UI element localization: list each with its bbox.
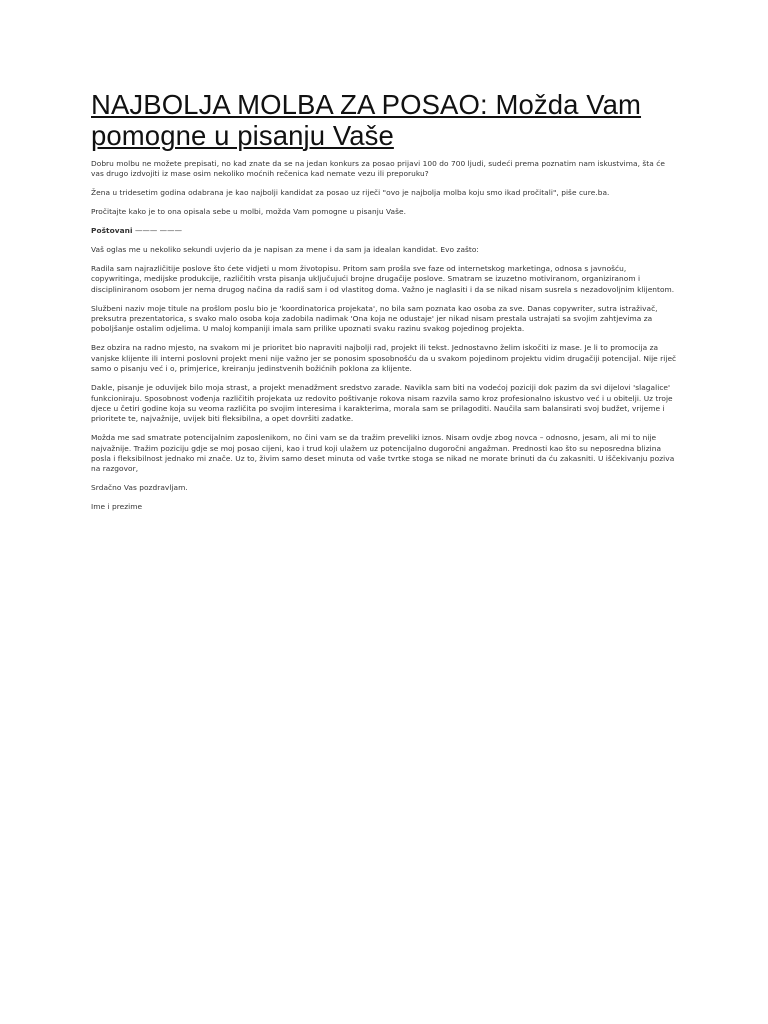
greeting-salutation: Poštovani [91,226,133,236]
letter-closing: Srdačno Vas pozdravljam. [91,483,188,493]
letter-paragraph-1: Vaš oglas me u nekoliko sekundi uvjerio da je napisan za mene i da sam ja idealan kandidat. Evo zašto: [91,245,479,255]
letter-signature: Ime i prezime [91,502,143,512]
letter-paragraph-3: Službeni naziv moje titule na prošlom poslu bio je 'koordinatorica projekata', no bila sam poznata kao osoba za sve. Danas copywriter, sutra istraživač, preksutra prezentatorica, s svako malo osoba koja zadobila nadimak 'Ona koja ne odustaje' jer nikad nisam prestala ustrajati sa svojim zahtjevima za poboljšanje ostalim odjelima. U maloj kompaniji imala sam prilike upoznati svaku razinu svakog pojedinog projekta. [91,303,658,334]
article-title: NAJBOLJA MOLBA ZA POSAO: Možda Vam pomogne u pisanju Vaše [91,89,642,151]
article [91,89,679,521]
letter-paragraph-6: Možda me sad smatrate potencijalnim zaposlenikom, no čini vam se da tražim preveliki iznos. Nisam ovdje zbog novca – odnosno, jesam, ali mi to nije najvažnije. Tražim poziciju gdje se moj posao cijeni, kao i trud koji ulažem uz potencijalno dugoročni angažman. Prednosti kao što su neposredna blizina posla i fleksibilnost jednako mi znače. Uz to, živim samo deset minuta od vaše tvrtke stoga se nikad ne morate brinuti da ću zakasniti. U iščekivanju poziva na razgovor, [91,433,675,474]
letter-paragraph-4: Bez obzira na radno mjesto, na svakom mi je prioritet bio napraviti najbolji rad, projekt ili tekst. Jednostavno želim iskočiti iz mase. Je li to promocija za vanjske klijente ili interni poslovni projekt meni nije važno jer se ponosim sposobnošću da u svakom pojedinom projektu vidim drugačiji potencijal. Nije riječ samo o pisanju već i o, primjerice, kreiranju jedinstvenih božićnih poklona za klijente. [91,343,677,374]
letter-paragraph-5: Dakle, pisanje je oduvijek bilo moja strast, a projekt menadžment sredstvo zarade. Navikla sam biti na vodećoj poziciji dok pazim da svi dijelovi 'slagalice' funkcioniraju. Sposobnost vođenja različitih projekata uz redovito poštivanje rokova nisam razvila samo kroz profesionalno iskustvo već i u obitelji. Uz troje djece u četiri godine koja su veoma različita po svojim interesima i karakterima, morala sam se prilagoditi. Naučila sam balansirati svoj budžet, vrijeme i prioritete te, najvažnije, uvijek biti fleksibilna, a opet dovršiti zadatke. [91,383,673,424]
intro-paragraph-1: Dobru molbu ne možete prepisati, no kad znate da se na jedan konkurs za posao prijavi 100 do 700 ljudi, sudeći prema poznatim nam iskustvima, šta će vas drugo izdvojiti iz mase osim nekoliko moćnih rečenica kad nemate vezu ili preporuku? [91,159,665,179]
intro-paragraph-3: Pročitajte kako je to ona opisala sebe u molbi, možda Vam pomogne u pisanju Vaše. [91,207,406,217]
letter-paragraph-2: Radila sam najrazličitije poslove što ćete vidjeti u mom životopisu. Pritom sam prošla sve faze od internetskog marketinga, odnosa s javnošću, copywritinga, medijske produkcije, različitih vrsta pisanja uključujući brojne drugačije poslove. Smatram se izuzetno motiviranom, organiziranom i discipliniranom osobom jer nema drugog načina da radiš sam i od vlastitog doma. Važno je naglasiti i da se nikad nisam susrela s nezadovoljnim klijentom. [91,263,675,294]
intro-paragraph-2: Žena u tridesetim godina odabrana je kao najbolji kandidat za posao uz riječi "ovo je najbolja molba koju smo ikad pročitali", piše cure.ba. [91,188,610,198]
letter-greeting [91,226,679,236]
greeting-placeholder: ——— ——— [132,226,183,236]
